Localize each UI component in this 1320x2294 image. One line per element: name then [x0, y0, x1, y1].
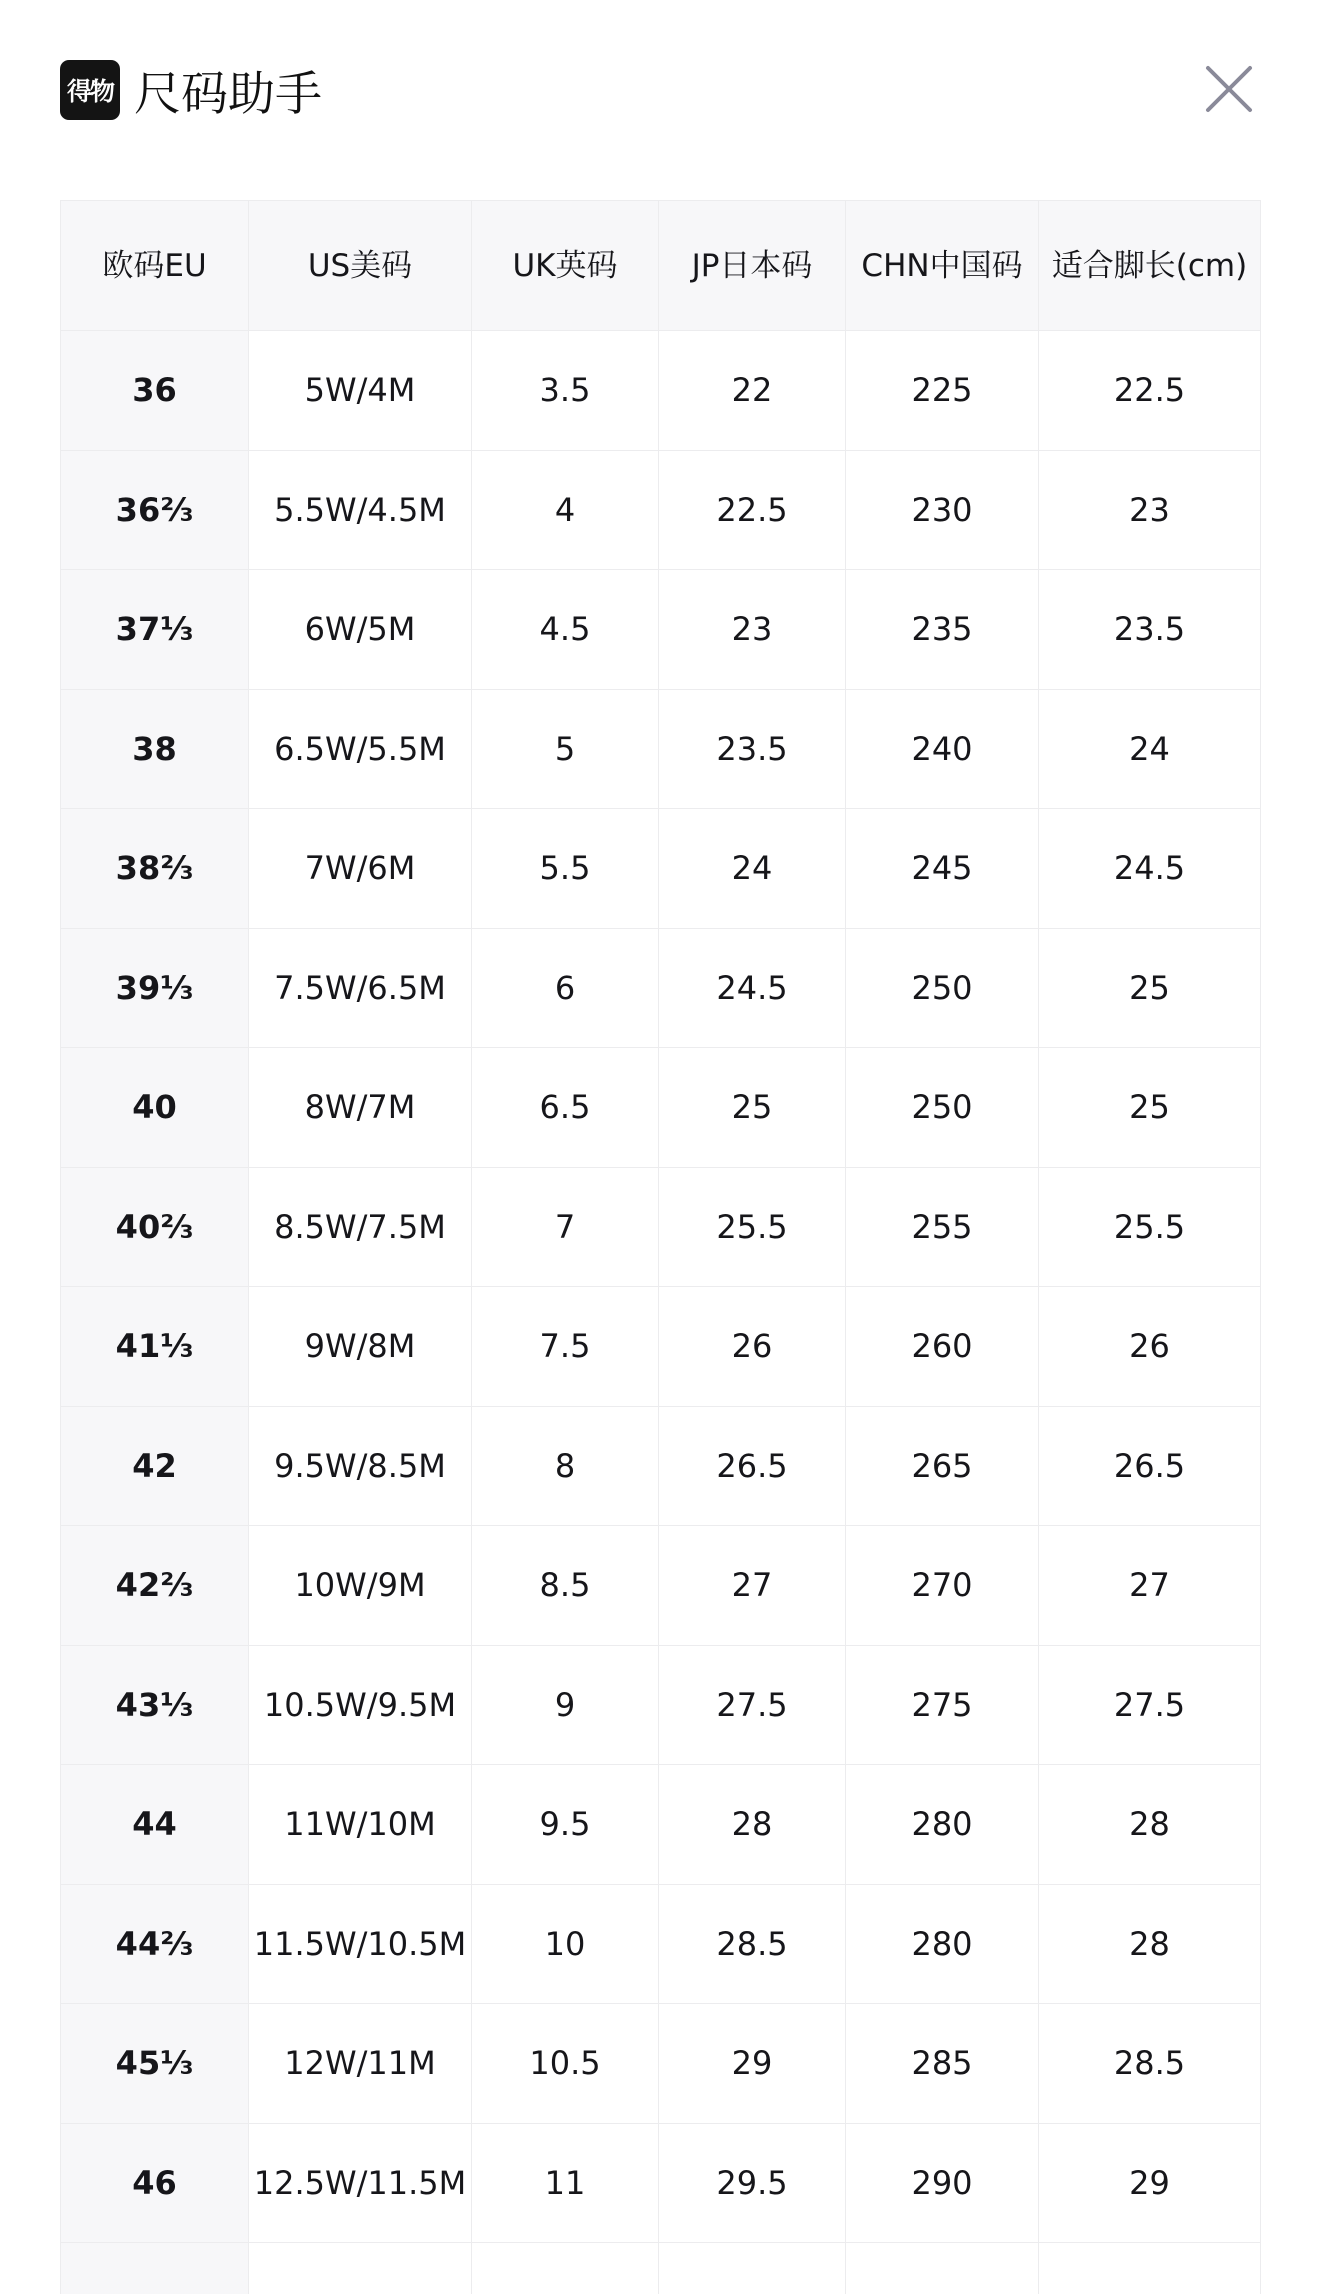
table-row: [61, 1884, 1261, 2004]
table-cell-chn: 285: [846, 2004, 1039, 2124]
table-cell-jp: 25: [659, 1048, 846, 1168]
table-cell-jp: 23.5: [659, 689, 846, 809]
table-cell-eu: 40⅔: [61, 1167, 249, 1287]
table-cell-uk: 3.5: [472, 331, 659, 451]
table-cell-jp: 27.5: [659, 1645, 846, 1765]
table-cell-us: 10W/9M: [249, 1526, 472, 1646]
table-cell-chn: 235: [846, 570, 1039, 690]
table-row: [61, 2123, 1261, 2243]
table-cell-jp: 24: [659, 809, 846, 929]
table-cell-foot-length: 28: [1039, 1765, 1261, 1885]
table-cell-chn: 280: [846, 1884, 1039, 2004]
table-cell-uk: 6.5: [472, 1048, 659, 1168]
table-cell-uk: 9: [472, 1645, 659, 1765]
table-cell-foot-length: 29: [1039, 2123, 1261, 2243]
column-header-us: US美码: [249, 201, 472, 331]
table-header-row: [61, 201, 1261, 331]
table-cell-chn: 245: [846, 809, 1039, 929]
table-cell-foot-length: 25.5: [1039, 1167, 1261, 1287]
table-cell-us: 9.5W/8.5M: [249, 1406, 472, 1526]
table-cell-us: 11W/10M: [249, 1765, 472, 1885]
table-cell-eu: 42⅔: [61, 1526, 249, 1646]
table-cell-foot-length: 27: [1039, 1526, 1261, 1646]
table-cell-jp: 29.5: [659, 2123, 846, 2243]
table-cell-eu: 39⅓: [61, 928, 249, 1048]
sheet-header: [60, 58, 322, 122]
table-cell-eu: 43⅓: [61, 1645, 249, 1765]
table-cell-jp: 23: [659, 570, 846, 690]
table-cell-eu: 38⅔: [61, 809, 249, 929]
table-cell-us: 12.5W/11.5M: [249, 2123, 472, 2243]
table-row: [61, 331, 1261, 451]
page-title: 尺码助手: [134, 66, 322, 122]
table-cell-eu: 44: [61, 1765, 249, 1885]
table-cell-uk: 9.5: [472, 1765, 659, 1885]
table-row: [61, 570, 1261, 690]
table-cell-jp: 24.5: [659, 928, 846, 1048]
table-cell-jp: 26.5: [659, 1406, 846, 1526]
table-cell-uk: 4: [472, 450, 659, 570]
table-cell-chn: 290: [846, 2123, 1039, 2243]
table-row: [61, 1287, 1261, 1407]
table-cell-eu: 40: [61, 1048, 249, 1168]
column-header-eu: 欧码EU: [61, 201, 249, 331]
column-header-uk: UK英码: [472, 201, 659, 331]
table-cell-chn: 225: [846, 331, 1039, 451]
table-row: [61, 689, 1261, 809]
table-cell-eu: 37⅓: [61, 570, 249, 690]
table-cell-eu: 44⅔: [61, 1884, 249, 2004]
table-row: [61, 1048, 1261, 1168]
table-cell-jp: 28.5: [659, 1884, 846, 2004]
table-cell-us: 9W/8M: [249, 1287, 472, 1407]
table-cell-jp: [659, 2243, 846, 2294]
table-row: [61, 1765, 1261, 1885]
table-cell-jp: 22: [659, 331, 846, 451]
table-cell-chn: 280: [846, 1765, 1039, 1885]
table-row: [61, 809, 1261, 929]
size-table-container[interactable]: [60, 200, 1260, 2294]
table-row: [61, 1167, 1261, 1287]
table-cell-foot-length: 22.5: [1039, 331, 1261, 451]
column-header-foot-length: 适合脚长(cm): [1039, 201, 1261, 331]
table-cell-uk: 11: [472, 2123, 659, 2243]
table-cell-foot-length: 23.5: [1039, 570, 1261, 690]
table-cell-uk: 8: [472, 1406, 659, 1526]
table-cell-jp: 26: [659, 1287, 846, 1407]
table-cell-us: 10.5W/9.5M: [249, 1645, 472, 1765]
table-cell-eu: 41⅓: [61, 1287, 249, 1407]
table-cell-uk: 10.5: [472, 2004, 659, 2124]
close-icon: [1204, 64, 1254, 114]
table-cell-foot-length: 26.5: [1039, 1406, 1261, 1526]
table-cell-us: 12W/11M: [249, 2004, 472, 2124]
table-row: [61, 450, 1261, 570]
table-cell-jp: 25.5: [659, 1167, 846, 1287]
table-cell-uk: 6: [472, 928, 659, 1048]
column-header-chn: CHN中国码: [846, 201, 1039, 331]
table-cell-jp: 29: [659, 2004, 846, 2124]
table-cell-us: 6.5W/5.5M: [249, 689, 472, 809]
column-header-jp: JP日本码: [659, 201, 846, 331]
table-cell-us: 7.5W/6.5M: [249, 928, 472, 1048]
table-cell-foot-length: 28.5: [1039, 2004, 1261, 2124]
table-cell-us: 6W/5M: [249, 570, 472, 690]
table-cell-us: 5W/4M: [249, 331, 472, 451]
table-cell-chn: 275: [846, 1645, 1039, 1765]
table-cell-eu: 45⅓: [61, 2004, 249, 2124]
table-cell-foot-length: 23: [1039, 450, 1261, 570]
table-cell-chn: 250: [846, 928, 1039, 1048]
table-cell-us: 11.5W/10.5M: [249, 1884, 472, 2004]
table-cell-eu: 42: [61, 1406, 249, 1526]
table-row: [61, 2243, 1261, 2294]
table-cell-chn: 230: [846, 450, 1039, 570]
table-cell-chn: 240: [846, 689, 1039, 809]
table-cell-uk: 5.5: [472, 809, 659, 929]
table-cell-foot-length: [1039, 2243, 1261, 2294]
table-cell-foot-length: 27.5: [1039, 1645, 1261, 1765]
table-row: [61, 1645, 1261, 1765]
table-cell-foot-length: 24: [1039, 689, 1261, 809]
table-cell-foot-length: 25: [1039, 928, 1261, 1048]
table-cell-foot-length: 28: [1039, 1884, 1261, 2004]
table-cell-eu: [61, 2243, 249, 2294]
table-cell-us: 8W/7M: [249, 1048, 472, 1168]
table-cell-foot-length: 26: [1039, 1287, 1261, 1407]
dewu-logo-icon: [60, 60, 120, 120]
table-cell-us: 8.5W/7.5M: [249, 1167, 472, 1287]
table-cell-chn: 265: [846, 1406, 1039, 1526]
table-body: [61, 331, 1261, 2294]
table-cell-uk: 4.5: [472, 570, 659, 690]
table-cell-eu: 46: [61, 2123, 249, 2243]
table-cell-chn: 260: [846, 1287, 1039, 1407]
table-cell-chn: 270: [846, 1526, 1039, 1646]
table-cell-eu: 36⅔: [61, 450, 249, 570]
table-cell-foot-length: 24.5: [1039, 809, 1261, 929]
table-cell-foot-length: 25: [1039, 1048, 1261, 1168]
table-cell-uk: [472, 2243, 659, 2294]
table-cell-uk: 7.5: [472, 1287, 659, 1407]
table-cell-jp: 28: [659, 1765, 846, 1885]
table-cell-us: [249, 2243, 472, 2294]
table-cell-uk: 8.5: [472, 1526, 659, 1646]
close-button[interactable]: [1204, 64, 1254, 114]
table-cell-eu: 36: [61, 331, 249, 451]
size-table: [60, 200, 1261, 2294]
table-cell-jp: 22.5: [659, 450, 846, 570]
table-cell-jp: 27: [659, 1526, 846, 1646]
table-cell-eu: 38: [61, 689, 249, 809]
table-row: [61, 1526, 1261, 1646]
table-cell-us: 5.5W/4.5M: [249, 450, 472, 570]
table-cell-uk: 5: [472, 689, 659, 809]
table-row: [61, 1406, 1261, 1526]
table-cell-chn: 255: [846, 1167, 1039, 1287]
logo-text: 得物: [66, 77, 113, 106]
table-cell-us: 7W/6M: [249, 809, 472, 929]
table-cell-chn: [846, 2243, 1039, 2294]
table-row: [61, 2004, 1261, 2124]
table-cell-uk: 7: [472, 1167, 659, 1287]
table-row: [61, 928, 1261, 1048]
table-cell-uk: 10: [472, 1884, 659, 2004]
table-cell-chn: 250: [846, 1048, 1039, 1168]
